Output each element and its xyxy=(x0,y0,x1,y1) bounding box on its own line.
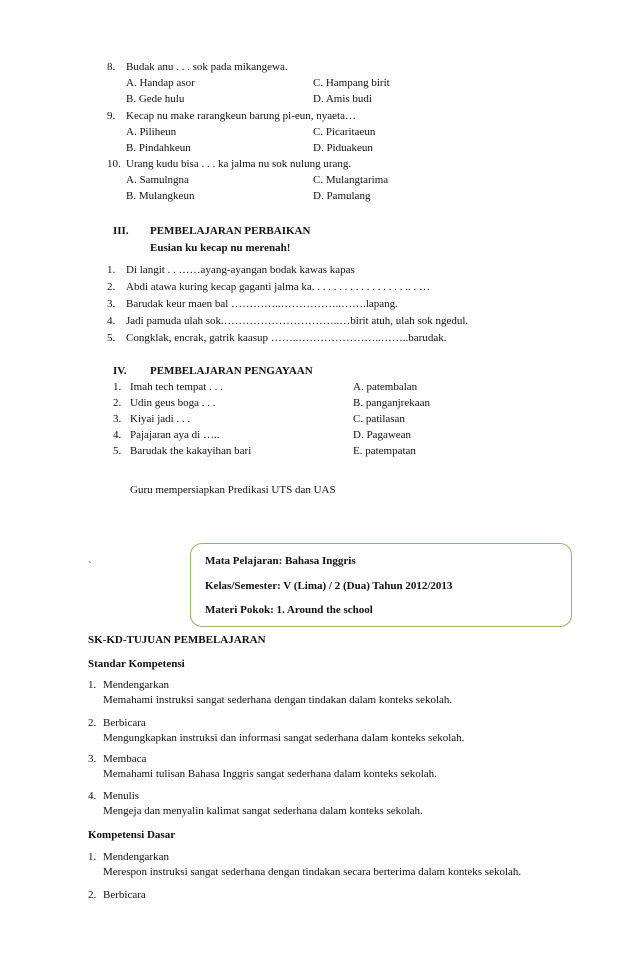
standar-item-1-title: Mendengarkan xyxy=(103,679,169,691)
standar-item-4-number: 4. xyxy=(88,790,97,802)
question-9-text: Kecap nu make rarangkeun barung pi-eun, nyaeta… xyxy=(126,110,356,122)
section-3-item-2-number: 2. xyxy=(107,281,116,293)
dasar-item-1-number: 1. xyxy=(88,851,97,863)
dasar-item-1-desc: Merespon instruksi sangat sederhana dengan tindakan secara berterima dalam konteks sekolah. xyxy=(103,866,522,878)
lesson-topic: Materi Pokok: 1. Around the school xyxy=(205,604,373,616)
section-4-item-1-number: 1. xyxy=(113,381,122,393)
section-4-item-1-answer: A. patembalan xyxy=(353,381,418,393)
section-3-item-5-text: Congklak, encrak, gatrik kaasup ……..…………………..……..barudak. xyxy=(126,332,447,344)
lesson-class-semester: Kelas/Semester: V (Lima) / 2 (Dua) Tahun 2012/2013 xyxy=(205,580,453,592)
question-8-option-d: D. Amis budi xyxy=(313,93,372,105)
section-3-subtitle: Eusian ku kecap nu merenah! xyxy=(150,242,291,254)
question-8-option-a: A. Handap asor xyxy=(126,77,195,89)
question-8-option-c: C. Hampang birit xyxy=(313,77,390,89)
dasar-item-2-number: 2. xyxy=(88,889,97,901)
standar-item-3-desc: Memahami tulisan Bahasa Inggris sangat sederhana dalam konteks sekolah. xyxy=(103,768,437,780)
section-3-item-3-number: 3. xyxy=(107,298,116,310)
sk-kd-heading: SK-KD-TUJUAN PEMBELAJARAN xyxy=(88,634,266,646)
section-4-title: PEMBELAJARAN PENGAYAAN xyxy=(150,365,313,377)
question-9-number: 9. xyxy=(107,110,116,122)
question-10-option-b: B. Mulangkeun xyxy=(126,190,195,202)
question-8-number: 8. xyxy=(107,61,116,73)
question-9-option-c: C. Picaritaeun xyxy=(313,126,376,138)
question-10-number: 10. xyxy=(107,158,121,170)
standar-item-2-desc: Mengungkapkan instruksi dan informasi sangat sederhana dalam konteks sekolah. xyxy=(103,732,465,744)
question-10-option-c: C. Mulangtarima xyxy=(313,174,389,186)
standar-item-2-title: Berbicara xyxy=(103,717,146,729)
section-4-item-2-answer: B. panganjrekaan xyxy=(353,397,430,409)
standar-item-1-number: 1. xyxy=(88,679,97,691)
question-8-option-b: B. Gede hulu xyxy=(126,93,185,105)
dasar-item-2-title: Berbicara xyxy=(103,889,146,901)
section-3-item-4-number: 4. xyxy=(107,315,116,327)
section-3-item-3-text: Barudak keur maen bal …………..……………..…….lapang. xyxy=(126,298,398,310)
section-4-item-3-text: Kiyai jadi . . . xyxy=(130,413,191,425)
section-4-item-5-text: Barudak the kakayihan bari xyxy=(130,445,252,457)
section-3-item-4-text: Jadi pamuda ulah sok.…………………………..…birit atuh, ulah sok ngedul. xyxy=(126,315,469,327)
standar-item-3-title: Membaca xyxy=(103,753,147,765)
standar-item-2-number: 2. xyxy=(88,717,97,729)
lesson-subject: Mata Pelajaran: Bahasa Inggris xyxy=(205,555,356,567)
section-3-number: III. xyxy=(113,225,129,237)
stray-backtick: ` xyxy=(88,560,92,572)
standar-item-3-number: 3. xyxy=(88,753,97,765)
standar-item-1-desc: Memahami instruksi sangat sederhana dengan tindakan dalam konteks sekolah. xyxy=(103,694,453,706)
question-9-option-d: D. Piduakeun xyxy=(313,142,373,154)
section-4-item-2-text: Udin geus boga . . . xyxy=(130,397,216,409)
section-3-item-2-text: Abdi atawa kuring kecap gaganti jalma ka. . . . . . . . . . . . . . . . . .. . … xyxy=(126,281,430,293)
section-4-item-4-answer: D. Pagawean xyxy=(353,429,412,441)
section-3-title: PEMBELAJARAN PERBAIKAN xyxy=(150,225,311,237)
standar-kompetensi-heading: Standar Kompetensi xyxy=(88,658,185,670)
standar-item-4-desc: Mengeja dan menyalin kalimat sangat sederhana dalam konteks sekolah. xyxy=(103,805,423,817)
teacher-note: Guru mempersiapkan Predikasi UTS dan UAS xyxy=(130,484,336,496)
dasar-item-1-title: Mendengarkan xyxy=(103,851,169,863)
question-9-option-b: B. Pindahkeun xyxy=(126,142,191,154)
section-4-item-2-number: 2. xyxy=(113,397,122,409)
section-4-item-3-answer: C. patilasan xyxy=(353,413,405,425)
section-4-number: IV. xyxy=(113,365,127,377)
section-4-item-4-number: 4. xyxy=(113,429,122,441)
section-3-item-1-number: 1. xyxy=(107,264,116,276)
section-4-item-1-text: Imah tech tempat . . . xyxy=(130,381,223,393)
section-4-item-4-text: Pajajaran aya di ….. xyxy=(130,429,220,441)
section-4-item-5-number: 5. xyxy=(113,445,122,457)
section-3-item-5-number: 5. xyxy=(107,332,116,344)
question-10-option-d: D. Pamulang xyxy=(313,190,371,202)
question-10-option-a: A. Samulngna xyxy=(126,174,189,186)
question-9-option-a: A. Piliheun xyxy=(126,126,177,138)
section-4-item-3-number: 3. xyxy=(113,413,122,425)
kompetensi-dasar-heading: Kompetensi Dasar xyxy=(88,829,176,841)
question-8-text: Budak anu . . . sok pada mikangewa. xyxy=(126,61,288,73)
question-10-text: Urang kudu bisa . . . ka jalma nu sok nulung urang. xyxy=(126,158,352,170)
standar-item-4-title: Menulis xyxy=(103,790,140,802)
section-4-item-5-answer: E. patempatan xyxy=(353,445,416,457)
section-3-item-1-text: Di langit . . ……ayang-ayangan bodak kawas kapas xyxy=(126,264,355,276)
